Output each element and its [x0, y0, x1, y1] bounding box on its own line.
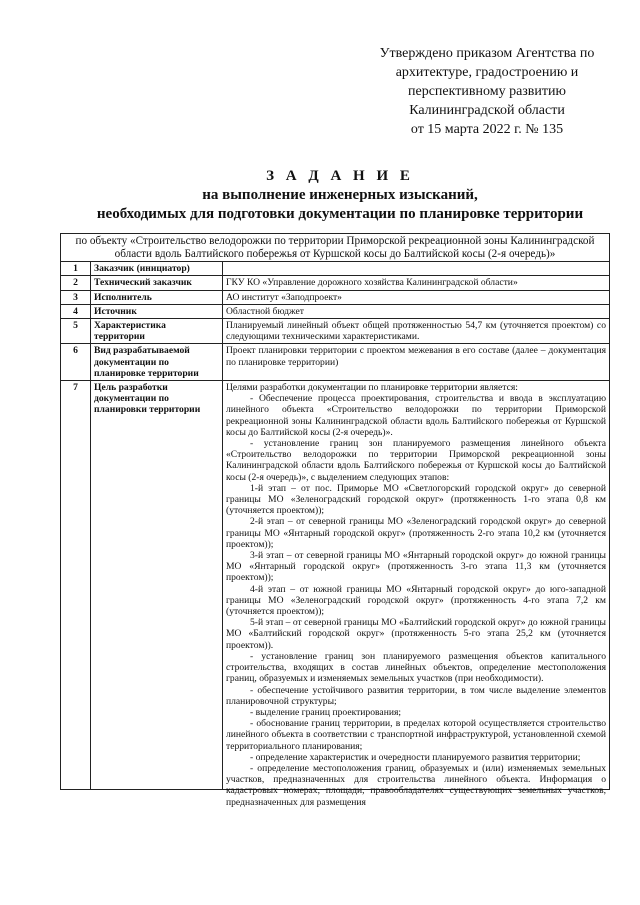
- goals-paragraph: - установление границ зон планируемого размещения объектов капитального строительства, входящих в состав линейных объектов, определение местоположения границ, образуемых и изменяемых земельных участков (при необходимости).: [226, 650, 606, 685]
- goals-paragraph: 1-й этап – от пос. Приморье МО «Светлогорский городской округ» до северной границы МО «Зеленоградский городской округ» (протяженность 1-го этапа 0,8 км (уточняется проектом));: [226, 482, 606, 517]
- object-description: по объекту «Строительство велодорожки по территории Приморской рекреационной зоны Калининградской области вдоль Балтийского побережья от Куршской косы до Балтийской косы (2-я очередь)»: [61, 234, 610, 262]
- row-number: 1: [61, 262, 91, 276]
- row-value: АО институт «Заподпроект»: [223, 290, 610, 304]
- row-value: Проект планировки территории с проектом межевания в его составе (далее – документация по планировке территории): [223, 344, 610, 381]
- goals-continued: [226, 762, 606, 808]
- table-row: [61, 319, 610, 344]
- table-row: [61, 276, 610, 290]
- row-label: Источник: [91, 304, 223, 318]
- goals-paragraph: - обоснование границ территории, в пределах которой осуществляется строительство линейного объекта в соответствии с транспортной инфраструктурой, установленной схемой территориального планирования;: [226, 718, 606, 752]
- goals-paragraph: 2-й этап – от северной границы МО «Зеленоградский городской округ» до северной границы МО «Янтарный городской округ» (протяженность 2-го этапа 10,2 км (уточняется проектом));: [226, 516, 606, 550]
- row-label: Вид разрабатываемой документации по планировке территории: [91, 344, 223, 381]
- row-label: Заказчик (инициатор): [91, 262, 223, 276]
- row-number: 6: [61, 344, 91, 381]
- goals-paragraph: - Обеспечение процесса проектирования, строительства и ввода в эксплуатацию линейного объекта «Строительство велодорожки по территории Приморской рекреационной зоны Калининградской области вдоль Балтийского побережья от Куршской косы до Балтийской косы (2-я очередь)».: [226, 393, 606, 438]
- row-value: Областной бюджет: [223, 304, 610, 318]
- goals-paragraph: - установление границ зон планируемого размещения линейного объекта «Строительство велодорожки по территории Приморской рекреационной зоны Калининградской области вдоль Балтийского побережья от Куршской косы до Балтийской косы (2-я очередь)», с выделением следующих этапов:: [226, 438, 606, 483]
- goals-paragraph: 5-й этап – от северной границы МО «Балтийский городской округ» до южной границы МО «Балтийский городской округ» (протяженность 5-го этапа 25,2 км (уточняется проектом)).: [226, 617, 606, 651]
- goals-paragraph: 4-й этап – от южной границы МО «Янтарный городской округ» до юго-западной границы МО «Зеленоградский городской округ» (протяженность 4-го этапа 7,2 км (уточняется проектом));: [226, 583, 606, 618]
- approval-stamp: [352, 44, 622, 139]
- goals-paragraph: 3-й этап – от северной границы МО «Янтарный городской округ» до южной границы МО «Янтарный городской округ» (протяженность 3-го этапа 11,3 км (уточняется проектом));: [226, 550, 606, 584]
- approval-line: Калининградской области: [409, 103, 565, 118]
- approval-line: от 15 марта 2022 г. № 135: [410, 122, 564, 137]
- table-row: [61, 304, 610, 318]
- row-number: 7: [61, 381, 91, 790]
- approval-line: Утверждено приказом Агентства по: [379, 46, 595, 61]
- task-table: [60, 233, 610, 808]
- row-value: ГКУ КО «Управление дорожного хозяйства Калининградской области»: [223, 276, 610, 290]
- row-label: Технический заказчик: [91, 276, 223, 290]
- row-number: 3: [61, 290, 91, 304]
- row-value: Планируемый линейный объект общей протяженностью 54,7 км (уточняется проектом) со следующими техническими характеристиками.: [223, 319, 610, 344]
- goals-intro: Целями разработки документации по планировке территории является:: [226, 382, 518, 394]
- table-row: [61, 381, 610, 790]
- row-number: 5: [61, 319, 91, 344]
- approval-line: архитектуре, градостроению и: [395, 65, 579, 80]
- table-row: [61, 344, 610, 381]
- title-subtitle: на выполнение инженерных изысканий,: [202, 187, 478, 203]
- object-row: [61, 234, 610, 262]
- goals-paragraph: - определение местоположения границ, образуемых и (или) изменяемых земельных участков, предназначенных для строительства линейного объекта. Информация о кадастровых номерах, площади, правообладателях существующих земельных участков, предназначенных для размещения: [226, 762, 606, 808]
- row-label: Цель разработки документации по планировки территории: [91, 381, 223, 790]
- table-row: [61, 290, 610, 304]
- title-main: З А Д А Н И Е: [266, 168, 414, 184]
- row-label: Исполнитель: [91, 290, 223, 304]
- table-row: [61, 262, 610, 276]
- row-label: Характеристика территории: [91, 319, 223, 344]
- row-number: 2: [61, 276, 91, 290]
- title-subtitle: необходимых для подготовки документации по планировке территории: [96, 206, 584, 222]
- goals-paragraph: - обеспечение устойчивого развития территории, в том числе выделение элементов планировочной структуры;: [226, 684, 606, 707]
- goals-paragraph: - выделение границ проектирования;: [250, 706, 402, 718]
- approval-line: перспективному развитию: [408, 84, 566, 99]
- goals-cell: [223, 381, 610, 808]
- document-title: [60, 166, 620, 224]
- goals-paragraph: - определение характеристик и очередности планируемого развития территории;: [250, 751, 581, 763]
- row-value: [223, 262, 610, 276]
- row-number: 4: [61, 304, 91, 318]
